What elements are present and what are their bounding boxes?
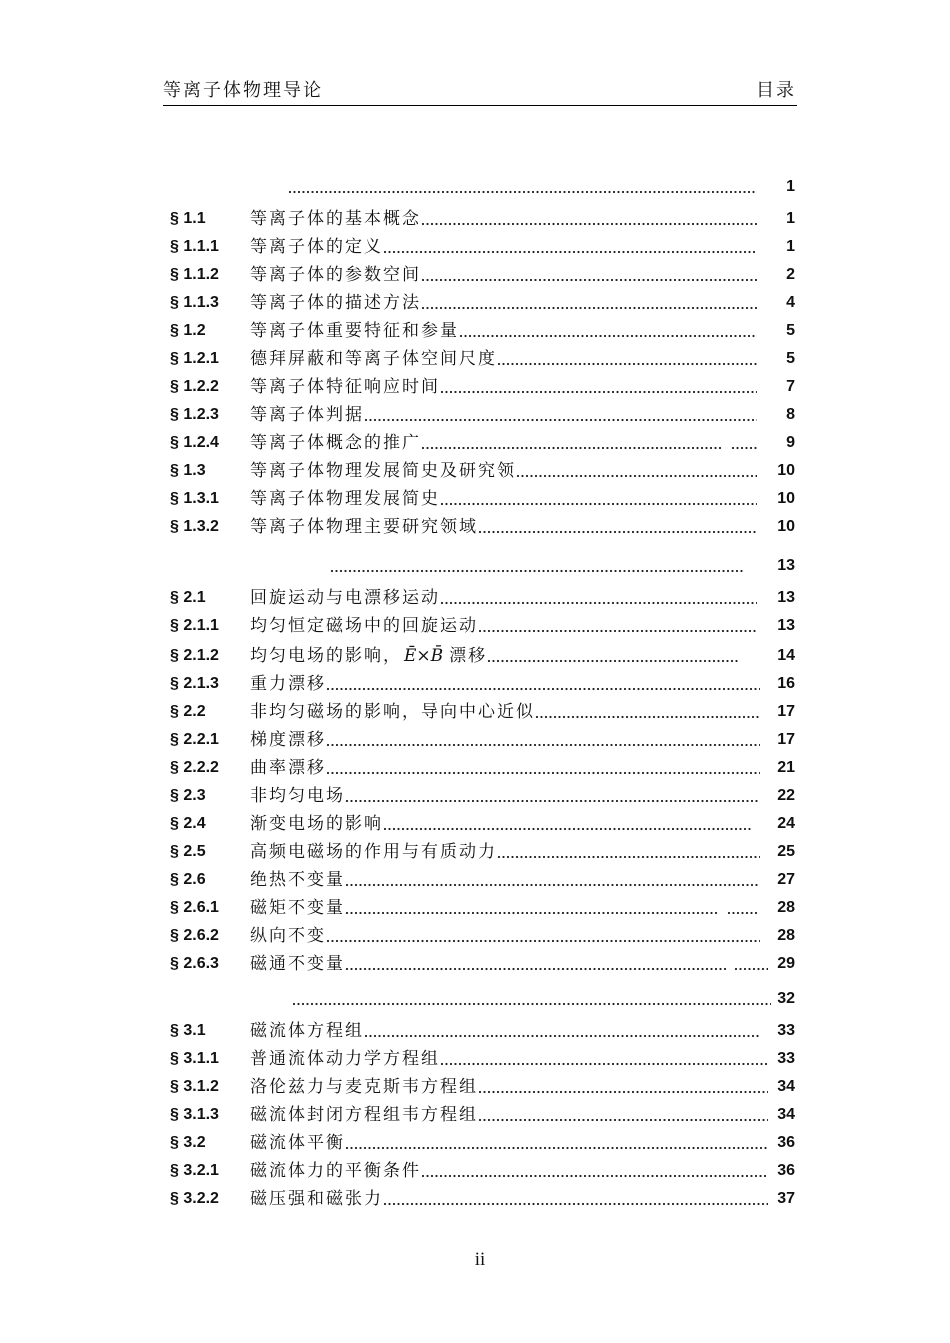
section-number: § 3.1.3 (170, 1106, 219, 1123)
toc-entry-2-1-1 (170, 615, 795, 637)
dot-leader (421, 264, 757, 286)
toc-entry-1-3 (170, 460, 795, 482)
page-number: 34 (777, 1078, 795, 1095)
page-number: 5 (786, 322, 795, 339)
section-number: § 2.1.3 (170, 675, 219, 692)
section-number: § 2.1.2 (170, 647, 219, 664)
page-number: 10 (777, 462, 795, 479)
section-title: 纵向不变 (250, 926, 326, 945)
chapter-title-blank (170, 555, 330, 577)
page-number: 10 (777, 518, 795, 535)
section-title: 洛伦兹力与麦克斯韦方程组 (250, 1077, 478, 1096)
section-number: § 1.2.2 (170, 378, 219, 395)
page-number: 37 (777, 1190, 795, 1207)
page-number: 25 (777, 843, 795, 860)
dot-leader (383, 813, 751, 835)
section-number: § 3.2.2 (170, 1190, 219, 1207)
dot-leader (487, 645, 740, 667)
section-title: 等离子体的描述方法 (250, 293, 421, 312)
section-title: 等离子体物理发展简史及研究领 (250, 461, 516, 480)
dot-leader-tail (734, 953, 768, 975)
page-number: 13 (777, 617, 795, 634)
toc-entry-1-2-4 (170, 432, 795, 454)
page-number: 13 (777, 589, 795, 606)
page-number: 1 (786, 238, 795, 255)
dot-leader (421, 208, 757, 230)
toc-entry-2-1-3 (170, 673, 795, 695)
dot-leader (459, 320, 757, 342)
section-number: § 3.1.2 (170, 1078, 219, 1095)
dot-leader (326, 673, 760, 695)
toc-entry-2-3 (170, 785, 795, 807)
section-title: 等离子体的参数空间 (250, 265, 421, 284)
chapter-page-number: 13 (777, 557, 795, 574)
toc-entry-1-2-1 (170, 348, 795, 370)
page-number: 36 (777, 1162, 795, 1179)
toc-entry-1-1 (170, 208, 795, 230)
section-title: 等离子体的基本概念 (250, 209, 421, 228)
dot-leader (345, 869, 760, 891)
page-number: 22 (777, 787, 795, 804)
dot-leader (383, 1188, 768, 1210)
toc-entry-2-6 (170, 869, 795, 891)
section-number: § 2.2.1 (170, 731, 219, 748)
dot-leader-tail (731, 432, 757, 454)
section-title: 磁压强和磁张力 (250, 1189, 383, 1208)
section-title: 等离子体判据 (250, 405, 364, 424)
section-number: § 2.6.3 (170, 955, 219, 972)
section-number: § 1.3.2 (170, 518, 219, 535)
dot-leader (440, 587, 757, 609)
dot-leader (421, 1160, 768, 1182)
section-number: § 3.2 (170, 1134, 206, 1151)
section-title: 高频电磁场的作用与有质动力 (250, 842, 497, 861)
page-number: 16 (777, 675, 795, 692)
page-number: 21 (777, 759, 795, 776)
dot-leader (478, 1076, 768, 1098)
toc-entry-1-1-3 (170, 292, 795, 314)
dot-leader (345, 953, 726, 975)
toc-entry-1-2 (170, 320, 795, 342)
section-number: § 2.2 (170, 703, 206, 720)
toc-entry-1-3-1 (170, 488, 795, 510)
chapter-page-number: 32 (777, 990, 795, 1007)
section-title-suffix: 漂移 (449, 646, 488, 665)
chapter-title-blank (170, 176, 288, 198)
toc-entry-2-6-2 (170, 925, 795, 947)
section-title: 磁流体力的平衡条件 (250, 1161, 421, 1180)
section-title: 绝热不变量 (250, 870, 345, 889)
toc-chapter-1 (170, 176, 795, 198)
section-title: 磁通不变量 (250, 954, 345, 973)
dot-leader (497, 348, 757, 370)
footer-page-number: ii (474, 1249, 486, 1270)
toc-entry-2-5 (170, 841, 795, 863)
dot-leader (497, 841, 760, 863)
section-number: § 1.3 (170, 462, 206, 479)
dot-leader (364, 404, 757, 426)
section-title: 等离子体特征响应时间 (250, 377, 440, 396)
section-number: § 3.1.1 (170, 1050, 219, 1067)
toc-entry-2-4 (170, 813, 795, 835)
section-number: § 2.1 (170, 589, 206, 606)
section-title: 重力漂移 (250, 674, 326, 693)
toc-entry-3-2-1 (170, 1160, 795, 1182)
page-number: 28 (777, 927, 795, 944)
section-number: § 2.1.1 (170, 617, 219, 634)
page-number: 2 (786, 266, 795, 283)
page-number: 34 (777, 1106, 795, 1123)
section-title: 回旋运动与电漂移运动 (250, 588, 440, 607)
dot-leader (535, 701, 760, 723)
running-header-section-label: 目录 (756, 80, 796, 100)
section-title: 磁矩不变量 (250, 898, 345, 917)
section-title: 等离子体物理发展简史 (250, 489, 440, 508)
toc-entry-1-2-2 (170, 376, 795, 398)
dot-leader (326, 729, 760, 751)
section-title: 等离子体的定义 (250, 237, 383, 256)
toc-chapter-2 (170, 555, 795, 577)
page-number: 17 (777, 731, 795, 748)
page-number: 29 (777, 955, 795, 972)
section-number: § 2.5 (170, 843, 206, 860)
dot-leader (345, 897, 719, 919)
section-number: § 1.1.3 (170, 294, 219, 311)
page-number: 9 (786, 434, 795, 451)
toc-entry-2-2-2 (170, 757, 795, 779)
dot-leader (440, 376, 757, 398)
toc-entry-1-1-2 (170, 264, 795, 286)
page-number: 36 (777, 1134, 795, 1151)
header-rule (163, 105, 797, 106)
section-title: 德拜屏蔽和等离子体空间尺度 (250, 349, 497, 368)
section-number: § 1.1 (170, 210, 206, 227)
dot-leader (345, 1132, 768, 1154)
dot-leader (292, 988, 771, 1010)
page-number: 7 (786, 378, 795, 395)
toc-entry-2-6-3 (170, 953, 795, 975)
page-number: 4 (786, 294, 795, 311)
toc-entry-2-2-1 (170, 729, 795, 751)
toc-entry-2-2 (170, 701, 795, 723)
e-cross-b-formula: Ē×B̄ (404, 646, 444, 666)
running-header-book-title: 等离子体物理导论 (163, 80, 323, 100)
dot-leader (326, 757, 760, 779)
section-title: 曲率漂移 (250, 758, 326, 777)
section-number: § 2.4 (170, 815, 206, 832)
dot-leader (326, 925, 760, 947)
page-number: 10 (777, 490, 795, 507)
page-number: 8 (786, 406, 795, 423)
toc-entry-2-1 (170, 587, 795, 609)
dot-leader (364, 1020, 760, 1042)
dot-leader (421, 292, 757, 314)
page-number: 24 (777, 815, 795, 832)
section-number: § 1.3.1 (170, 490, 219, 507)
toc-entry-2-1-2 (170, 645, 795, 667)
dot-leader (421, 432, 723, 454)
section-number: § 2.3 (170, 787, 206, 804)
section-number: § 3.2.1 (170, 1162, 219, 1179)
section-title: 非均匀磁场的影响，导向中心近似 (250, 702, 535, 721)
page-number: 33 (777, 1050, 795, 1067)
section-number: § 2.6.1 (170, 899, 219, 916)
dot-leader (516, 460, 757, 482)
section-number: § 1.2.4 (170, 434, 219, 451)
toc-entry-2-6-1 (170, 897, 795, 919)
toc-entry-3-2 (170, 1132, 795, 1154)
page-number: 33 (777, 1022, 795, 1039)
section-title: 磁流体封闭方程组韦方程组 (250, 1105, 478, 1124)
dot-leader (345, 785, 760, 807)
section-title: 非均匀电场 (250, 786, 345, 805)
section-title: 均匀恒定磁场中的回旋运动 (250, 616, 478, 635)
section-title: 均匀电场的影响， (250, 646, 402, 665)
page-number: 27 (777, 871, 795, 888)
toc-entry-3-1-2 (170, 1076, 795, 1098)
section-title: 等离子体物理主要研究领域 (250, 517, 478, 536)
section-title: 普通流体动力学方程组 (250, 1049, 440, 1068)
toc-entry-1-2-3 (170, 404, 795, 426)
toc-entry-1-1-1 (170, 236, 795, 258)
dot-leader (330, 555, 745, 577)
dot-leader (478, 516, 757, 538)
section-number: § 1.2.1 (170, 350, 219, 367)
dot-leader (440, 1048, 768, 1070)
page-number: 1 (786, 210, 795, 227)
page-number: 14 (777, 647, 795, 664)
section-number: § 1.1.2 (170, 266, 219, 283)
section-title: 磁流体方程组 (250, 1021, 364, 1040)
section-number: § 3.1 (170, 1022, 206, 1039)
section-number: § 2.2.2 (170, 759, 219, 776)
toc-entry-3-1 (170, 1020, 795, 1042)
page-number: 17 (777, 703, 795, 720)
dot-leader (478, 1104, 768, 1126)
section-title: 梯度漂移 (250, 730, 326, 749)
page-number: 5 (786, 350, 795, 367)
toc-entry-3-1-1 (170, 1048, 795, 1070)
section-number: § 2.6 (170, 871, 206, 888)
toc-chapter-3 (170, 988, 795, 1010)
dot-leader (383, 236, 757, 258)
section-title: 磁流体平衡 (250, 1133, 345, 1152)
section-number: § 2.6.2 (170, 927, 219, 944)
section-title: 渐变电场的影响 (250, 814, 383, 833)
section-number: § 1.1.1 (170, 238, 219, 255)
dot-leader (288, 176, 755, 198)
page-number: 28 (777, 899, 795, 916)
section-number: § 1.2.3 (170, 406, 219, 423)
chapter-title-blank (170, 988, 292, 1010)
section-number: § 1.2 (170, 322, 206, 339)
dot-leader-tail (727, 897, 757, 919)
section-title: 等离子体重要特征和参量 (250, 321, 459, 340)
toc-entry-1-3-2 (170, 516, 795, 538)
toc-entry-3-1-3 (170, 1104, 795, 1126)
dot-leader (440, 488, 757, 510)
chapter-page-number: 1 (786, 178, 795, 195)
section-title: 等离子体概念的推广 (250, 433, 421, 452)
toc-entry-3-2-2 (170, 1188, 795, 1210)
dot-leader (478, 615, 757, 637)
